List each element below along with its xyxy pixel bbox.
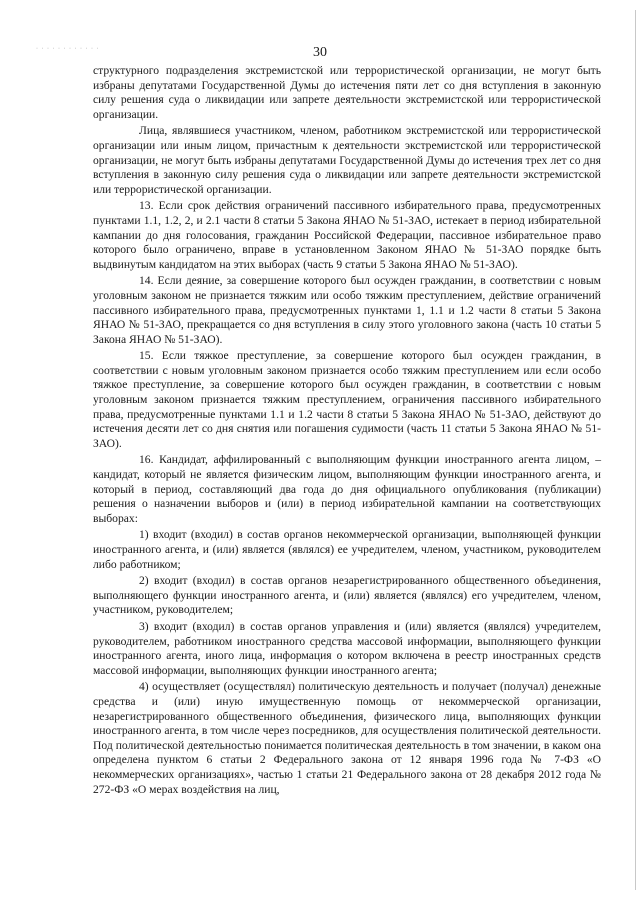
page-edge-line <box>635 10 636 890</box>
scan-corner-mark: · · · · · · · · · · · · <box>36 46 100 52</box>
list-item-3: 3) входит (входил) в состав органов управления и (или) является (являлся) учредителем, руководителем, работником иностранного средства массовой информации, выполняющего функции иностранного агента, иного лица, информация о котором включена в реестр иностранных средств массовой информации, выполняющих функции иностранного агента; <box>93 619 601 677</box>
list-item-1: 1) входит (входил) в состав органов некоммерческой организации, выполняющей функции иностранного агента, и (или) является (являлся) ее учредителем, членом, участником, руководителем либо работником; <box>93 528 601 571</box>
paragraph-13: 13. Если срок действия ограничений пассивного избирательного права, предусмотренных пунктами 1.1, 1.2, 2, и 2.1 части 8 статьи 5 Закона ЯНАО № 51-ЗАО, истекает в период избирательной кампании до дня голосования, гражданин Российской Федерации, пассивное избирательное право которого было ограничено, вправе в установленном Законом ЯНАО № 51-ЗАО порядке быть выдвинутым кандидатом на этих выборах (часть 9 статьи 5 Закона ЯНАО № 51-ЗАО). <box>93 199 601 271</box>
paragraph-15: 15. Если тяжкое преступление, за совершение которого был осужден гражданин, в соответствии с новым уголовным законом признается особо тяжким преступлением или если особо тяжкое преступление, за совершение которого был осужден гражданин, в соответствии с новым уголовным законом признается тяжким преступлением, ограничения пассивного избирательного права, предусмотренные пунктами 1.1 и 1.2 части 8 статьи 5 Закона ЯНАО № 51-ЗАО, действуют до истечения десяти лет со дня снятия или погашения судимости (часть 11 статьи 5 Закона ЯНАО № 51-ЗАО). <box>93 349 601 450</box>
paragraph-continuation: структурного подразделения экстремистской или террористической организации, не могут быть избраны депутатами Государственной Думы до истечения пяти лет со дня вступления в законную силу решения суда о ликвидации или запрете деятельности экстремистской или террористической организации. <box>93 64 601 121</box>
document-body <box>93 64 601 799</box>
paragraph-16: 16. Кандидат, аффилированный с выполняющим функции иностранного агента лицом, – кандидат, который не является физическим лицом, выполняющим функции иностранного агента, и который в период, составляющий два года до дня официального опубликования (публикации) решения о назначении выборов и (или) в период избирательной кампании на соответствующих выборах: <box>93 453 601 525</box>
paragraph-14: 14. Если деяние, за совершение которого был осужден гражданин, в соответствии с новым уголовным законом не признается тяжким или особо тяжким преступлением, действие ограничений пассивного избирательного права, предусмотренных пунктами 1, 1.1 и 1.2 части 8 статьи 5 Закона ЯНАО № 51-ЗАО, прекращается со дня вступления в силу этого уголовного закона (часть 10 статьи 5 Закона ЯНАО № 51-ЗАО). <box>93 274 601 346</box>
paragraph-persons-restriction: Лица, являвшиеся участником, членом, работником экстремистской или террористической организации или иным лицом, причастным к деятельности экстремистской или террористической организации, не могут быть избраны депутатами Государственной Думы до истечения трех лет со дня вступления в законную силу решения суда о ликвидации или запрете деятельности экстремистской или террористической организации. <box>93 124 601 196</box>
list-item-2: 2) входит (входил) в состав органов незарегистрированного общественного объединения, выполняющего функции иностранного агента, и (или) является (являлся) его учредителем, членом, участником, руководителем; <box>93 574 601 617</box>
page-number: 30 <box>313 45 327 60</box>
list-item-4: 4) осуществляет (осуществлял) политическую деятельность и получает (получал) денежные средства и (или) иную имущественную помощь от некоммерческой организации, незарегистрированного общественного объединения, физического лица, выполняющих функции иностранного агента, в том числе через посредников, для осуществления политической деятельности. Под политической деятельностью понимается политическая деятельность в том значении, в каком она определена пунктом 6 статьи 2 Федерального закона от 12 января 1996 года № 7-ФЗ «О некоммерческих организациях», частью 1 статьи 21 Федерального закона от 28 декабря 2012 года № 272-ФЗ «О мерах воздействия на лиц, <box>93 680 601 796</box>
